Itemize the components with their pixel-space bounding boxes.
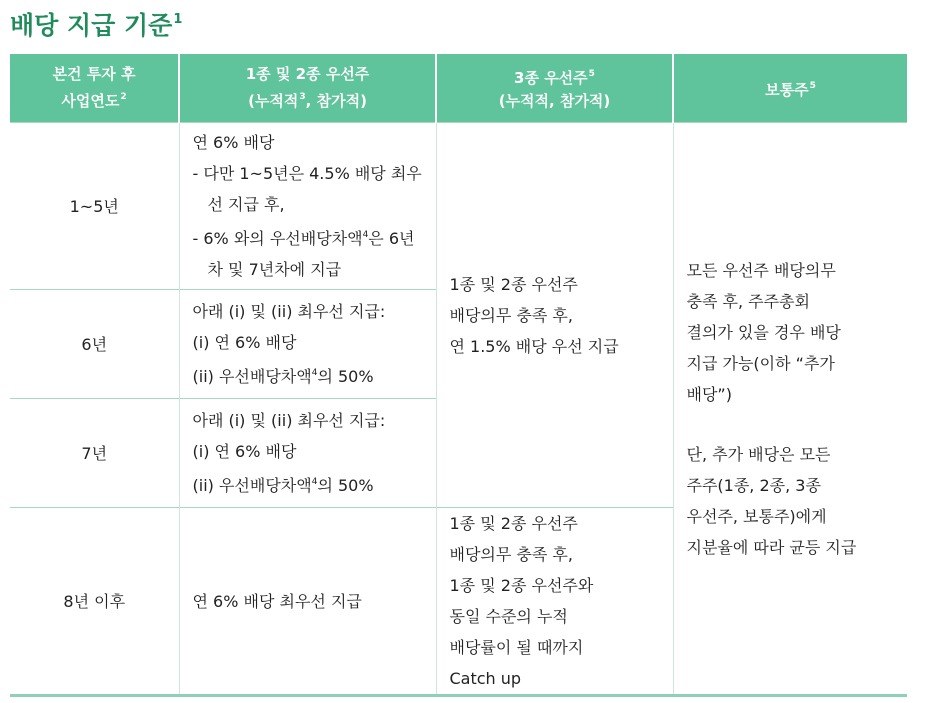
year-cell: 8년 이후: [10, 508, 179, 696]
header-fiscal-year: 본건 투자 후 사업연도$^2$: [10, 54, 179, 123]
page-title: 배당 지급 기준$^1$: [10, 11, 183, 40]
header-row: [10, 54, 907, 123]
title-footnote: 1: [173, 12, 183, 27]
class3-cell: 1종 및 2종 우선주 배당의무 충족 후, 1종 및 2종 우선주와 동일 수준의 누적 배당률이 될 때까지 Catch up: [436, 508, 673, 696]
year-cell: 7년: [10, 399, 179, 508]
year-cell: 1~5년: [10, 123, 179, 290]
header-common-stock: 보통주$^5$: [673, 54, 907, 123]
class12-cell: 아래 (i) 및 (ii) 최우선 지급: (i) 연 6% 배당 (ii) 우선배당차액$^4$의 50%: [179, 399, 436, 508]
class12-cell: 연 6% 배당 최우선 지급: [179, 508, 436, 696]
dividend-table: [10, 54, 907, 697]
class12-cell: 연 6% 배당 - 다만 1~5년은 4.5% 배당 최우선 지급 후, - 6% 와의 우선배당차액$^4$은 6년차 및 7년차에 지급: [179, 123, 436, 290]
class12-cell: 아래 (i) 및 (ii) 최우선 지급: (i) 연 6% 배당 (ii) 우선배당차액$^4$의 50%: [179, 290, 436, 399]
header-class3-preferred: 3종 우선주$^5$ (누적적, 참가적): [436, 54, 673, 123]
class3-merged-cell: 1종 및 2종 우선주 배당의무 충족 후, 연 1.5% 배당 우선 지급: [436, 123, 673, 508]
table-row: [10, 123, 907, 290]
year-cell: 6년: [10, 290, 179, 399]
common-merged-cell: 모든 우선주 배당의무 충족 후, 주주총회 결의가 있을 경우 배당 지급 가능(이하 “추가 배당”) 단, 추가 배당은 모든 주주(1종, 2종, 3종 우선주, 보통주)에게 지분율에 따라 균등 지급: [673, 123, 907, 696]
header-class12-preferred: 1종 및 2종 우선주 (누적적$^3$, 참가적): [179, 54, 436, 123]
